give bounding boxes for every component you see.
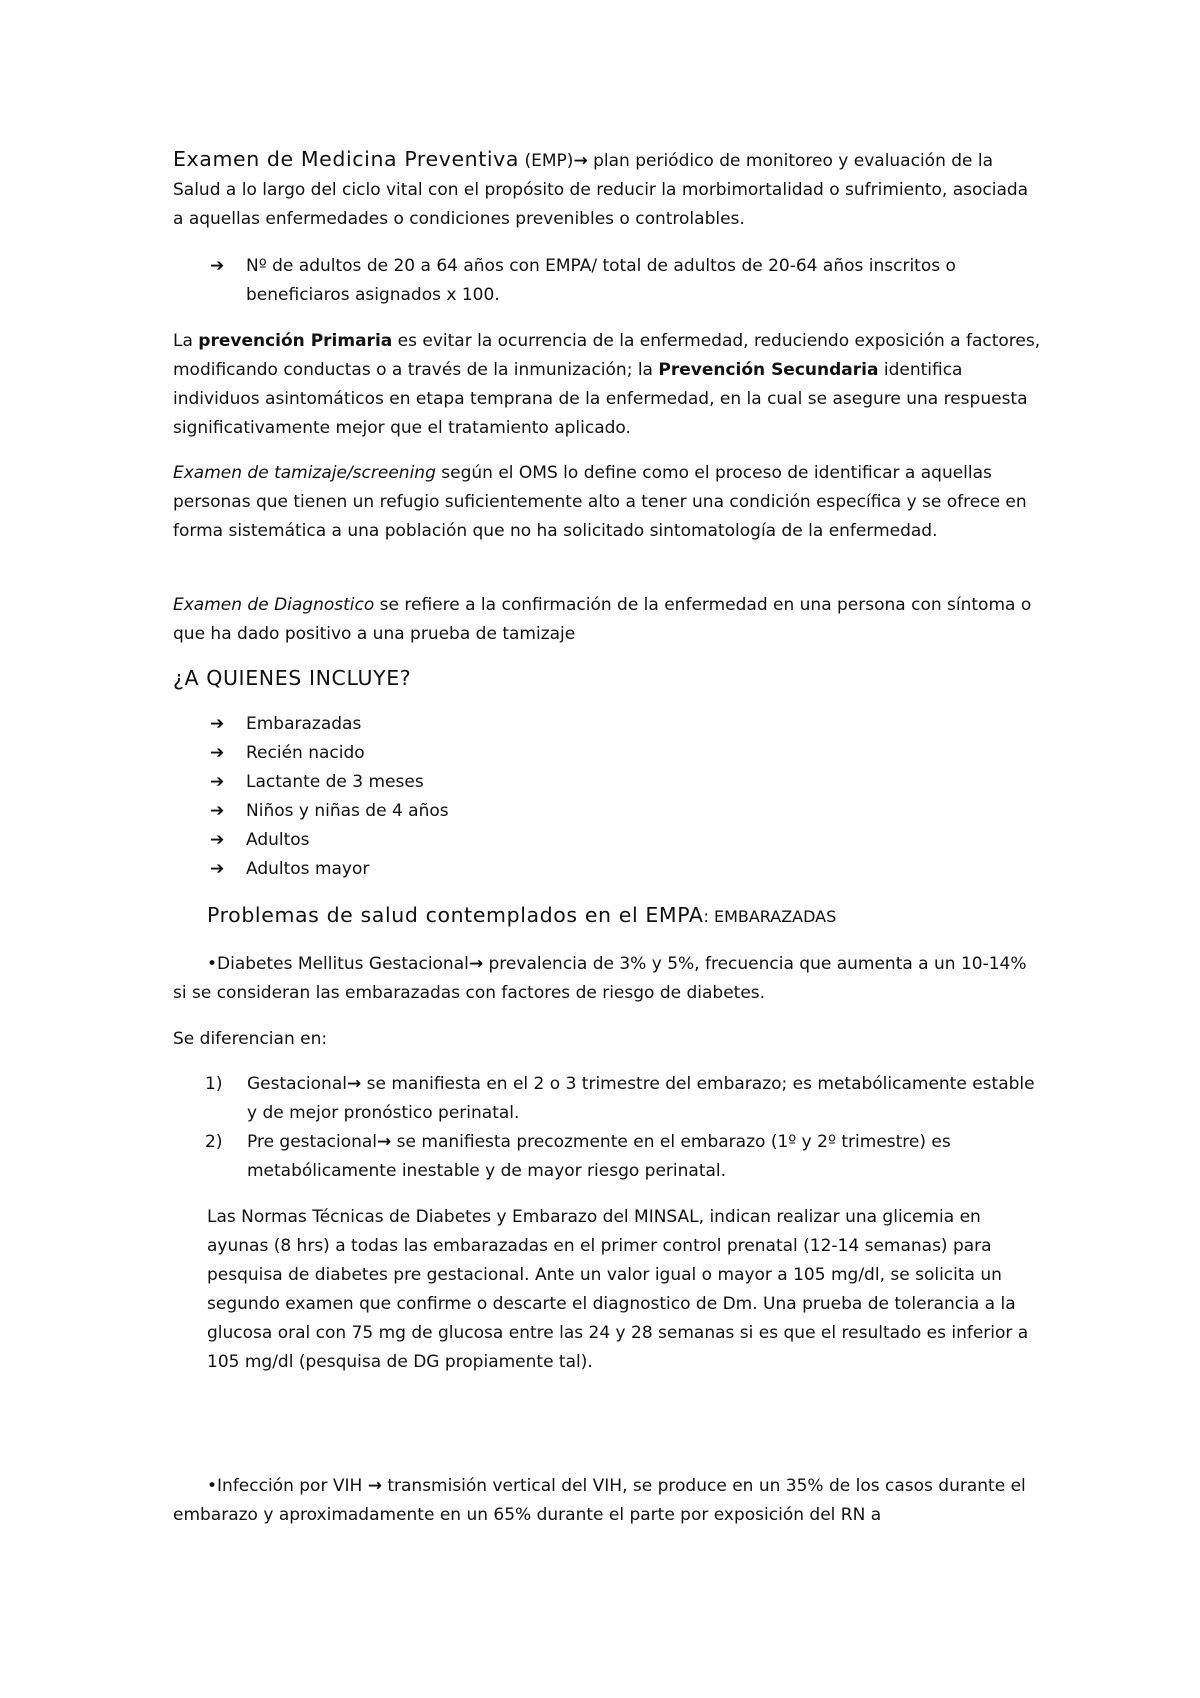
diabetes-paragraph <box>173 950 1033 1008</box>
quienes-heading: ¿A QUIENES INCLUYE? <box>173 666 412 690</box>
primary-prevention-term: prevención Primaria <box>198 331 393 351</box>
list-item-label: Lactante de 3 meses <box>246 772 424 792</box>
arrow-icon: ➔ <box>210 714 225 734</box>
arrow-icon: ➔ <box>210 859 225 879</box>
diabetes-text: prevalencia de 3% y 5%, frecuencia que aumenta a un 10-14% si se consideran las embarazadas con factores de riesgo de diabetes. <box>173 954 1027 1003</box>
screening-term: Examen de tamizaje/screening <box>173 463 436 483</box>
list-item-label: Adultos <box>246 830 310 850</box>
vih-text: transmisión vertical del VIH, se produce en un 35% de los casos durante el embarazo y aproximadamente en un 65% durante el parte por exposición del RN a <box>173 1476 1026 1525</box>
indicator-text: Nº de adultos de 20 a 64 años con EMPA/ total de adultos de 20-64 años inscritos o beneficiaros asignados x 100. <box>246 256 956 305</box>
item-text: se manifiesta precozmente en el embarazo (1º y 2º trimestre) es metabólicamente inestable y de mayor riesgo perinatal. <box>247 1132 951 1181</box>
list-item-label: Niños y niñas de 4 años <box>246 801 449 821</box>
screening-paragraph <box>173 459 1043 546</box>
problemas-heading-suffix: : EMBARAZADAS <box>703 907 837 926</box>
vih-term: Infección por VIH <box>217 1476 368 1496</box>
item-number: 2) <box>205 1132 223 1152</box>
title-abbreviation: (EMP) <box>519 151 574 171</box>
item-text: se manifiesta en el 2 o 3 trimestre del embarazo; es metabólicamente estable y de mejor pronóstico perinatal. <box>247 1074 1035 1123</box>
arrow-icon: ➔ <box>210 256 225 276</box>
prevention-text-1: La <box>173 331 199 351</box>
item-label: Pre gestacional <box>247 1132 378 1152</box>
diagnostic-paragraph <box>173 591 1043 649</box>
indicator-item <box>210 252 1040 310</box>
arrow-icon: → <box>468 954 484 974</box>
document-title: Examen de Medicina Preventiva <box>173 147 520 171</box>
arrow-icon: → <box>367 1476 382 1496</box>
list-item-label: Recién nacido <box>246 743 365 763</box>
prevention-paragraph <box>173 327 1043 443</box>
list-item-label: Embarazadas <box>246 714 362 734</box>
item-number: 1) <box>205 1074 223 1094</box>
problemas-heading <box>207 903 836 927</box>
normas-paragraph: Las Normas Técnicas de Diabetes y Embarazo del MINSAL, indican realizar una glicemia en ayunas (8 hrs) a todas las embarazadas en el primer control prenatal (12-14 semanas) para pesquisa de diabetes pre gestacional. Ante un valor igual o mayor a 105 mg/dl, se solicita un segundo examen que confirme o descarte el diagnostico de Dm. Una prueba de tolerancia a la glucosa oral con 75 mg de glucosa entre las 24 y 28 semanas si es que el resultado es inferior a 105 mg/dl (pesquisa de DG propiamente tal). <box>207 1207 1029 1372</box>
arrow-icon: ➔ <box>210 743 225 763</box>
vih-paragraph <box>173 1472 1033 1530</box>
item-label: Gestacional <box>247 1074 347 1094</box>
arrow-icon: ➔ <box>210 801 225 821</box>
prevention-text-2: es evitar la ocurrencia de la enfermedad, reduciendo exposición a factores, modificando conductas o a través de la inmunización; la <box>173 331 1041 380</box>
diagnostic-term: Examen de Diagnostico <box>173 595 375 615</box>
intro-text: plan periódico de monitoreo y evaluación de la Salud a lo largo del ciclo vital con el propósito de reducir la morbimortalidad o sufrimiento, asociada a aquellas enfermedades o condiciones prevenibles o controlables. <box>173 151 1029 229</box>
secondary-prevention-term: Prevención Secundaria <box>658 360 879 380</box>
arrow-icon: → <box>573 151 588 171</box>
se-diferencian-label: Se diferencian en: <box>173 1029 328 1049</box>
list-item-label: Adultos mayor <box>246 859 370 879</box>
problemas-heading-text: Problemas de salud contemplados en el EMPA <box>207 903 704 927</box>
arrow-icon: ➔ <box>210 830 225 850</box>
bullet-icon: • <box>207 1476 218 1496</box>
arrow-icon: ➔ <box>210 772 225 792</box>
diabetes-term: Diabetes Mellitus Gestacional <box>217 954 469 974</box>
arrow-icon: → <box>377 1132 392 1152</box>
bullet-icon: • <box>207 954 218 974</box>
diagnostic-text: se refiere a la confirmación de la enfermedad en una persona con síntoma o que ha dado positivo a una prueba de tamizaje <box>173 595 1032 644</box>
intro-paragraph <box>173 145 1043 234</box>
screening-text: según el OMS lo define como el proceso de identificar a aquellas personas que tienen un refugio suficientemente alto a tener una condición específica y se ofrece en forma sistemática a una población que no ha solicitado sintomatología de la enfermedad. <box>173 463 1027 541</box>
arrow-icon: → <box>346 1074 362 1094</box>
prevention-text-3: identifica individuos asintomáticos en etapa temprana de la enfermedad, en la cual se asegure una respuesta significativamente mejor que el tratamiento aplicado. <box>173 360 1028 438</box>
